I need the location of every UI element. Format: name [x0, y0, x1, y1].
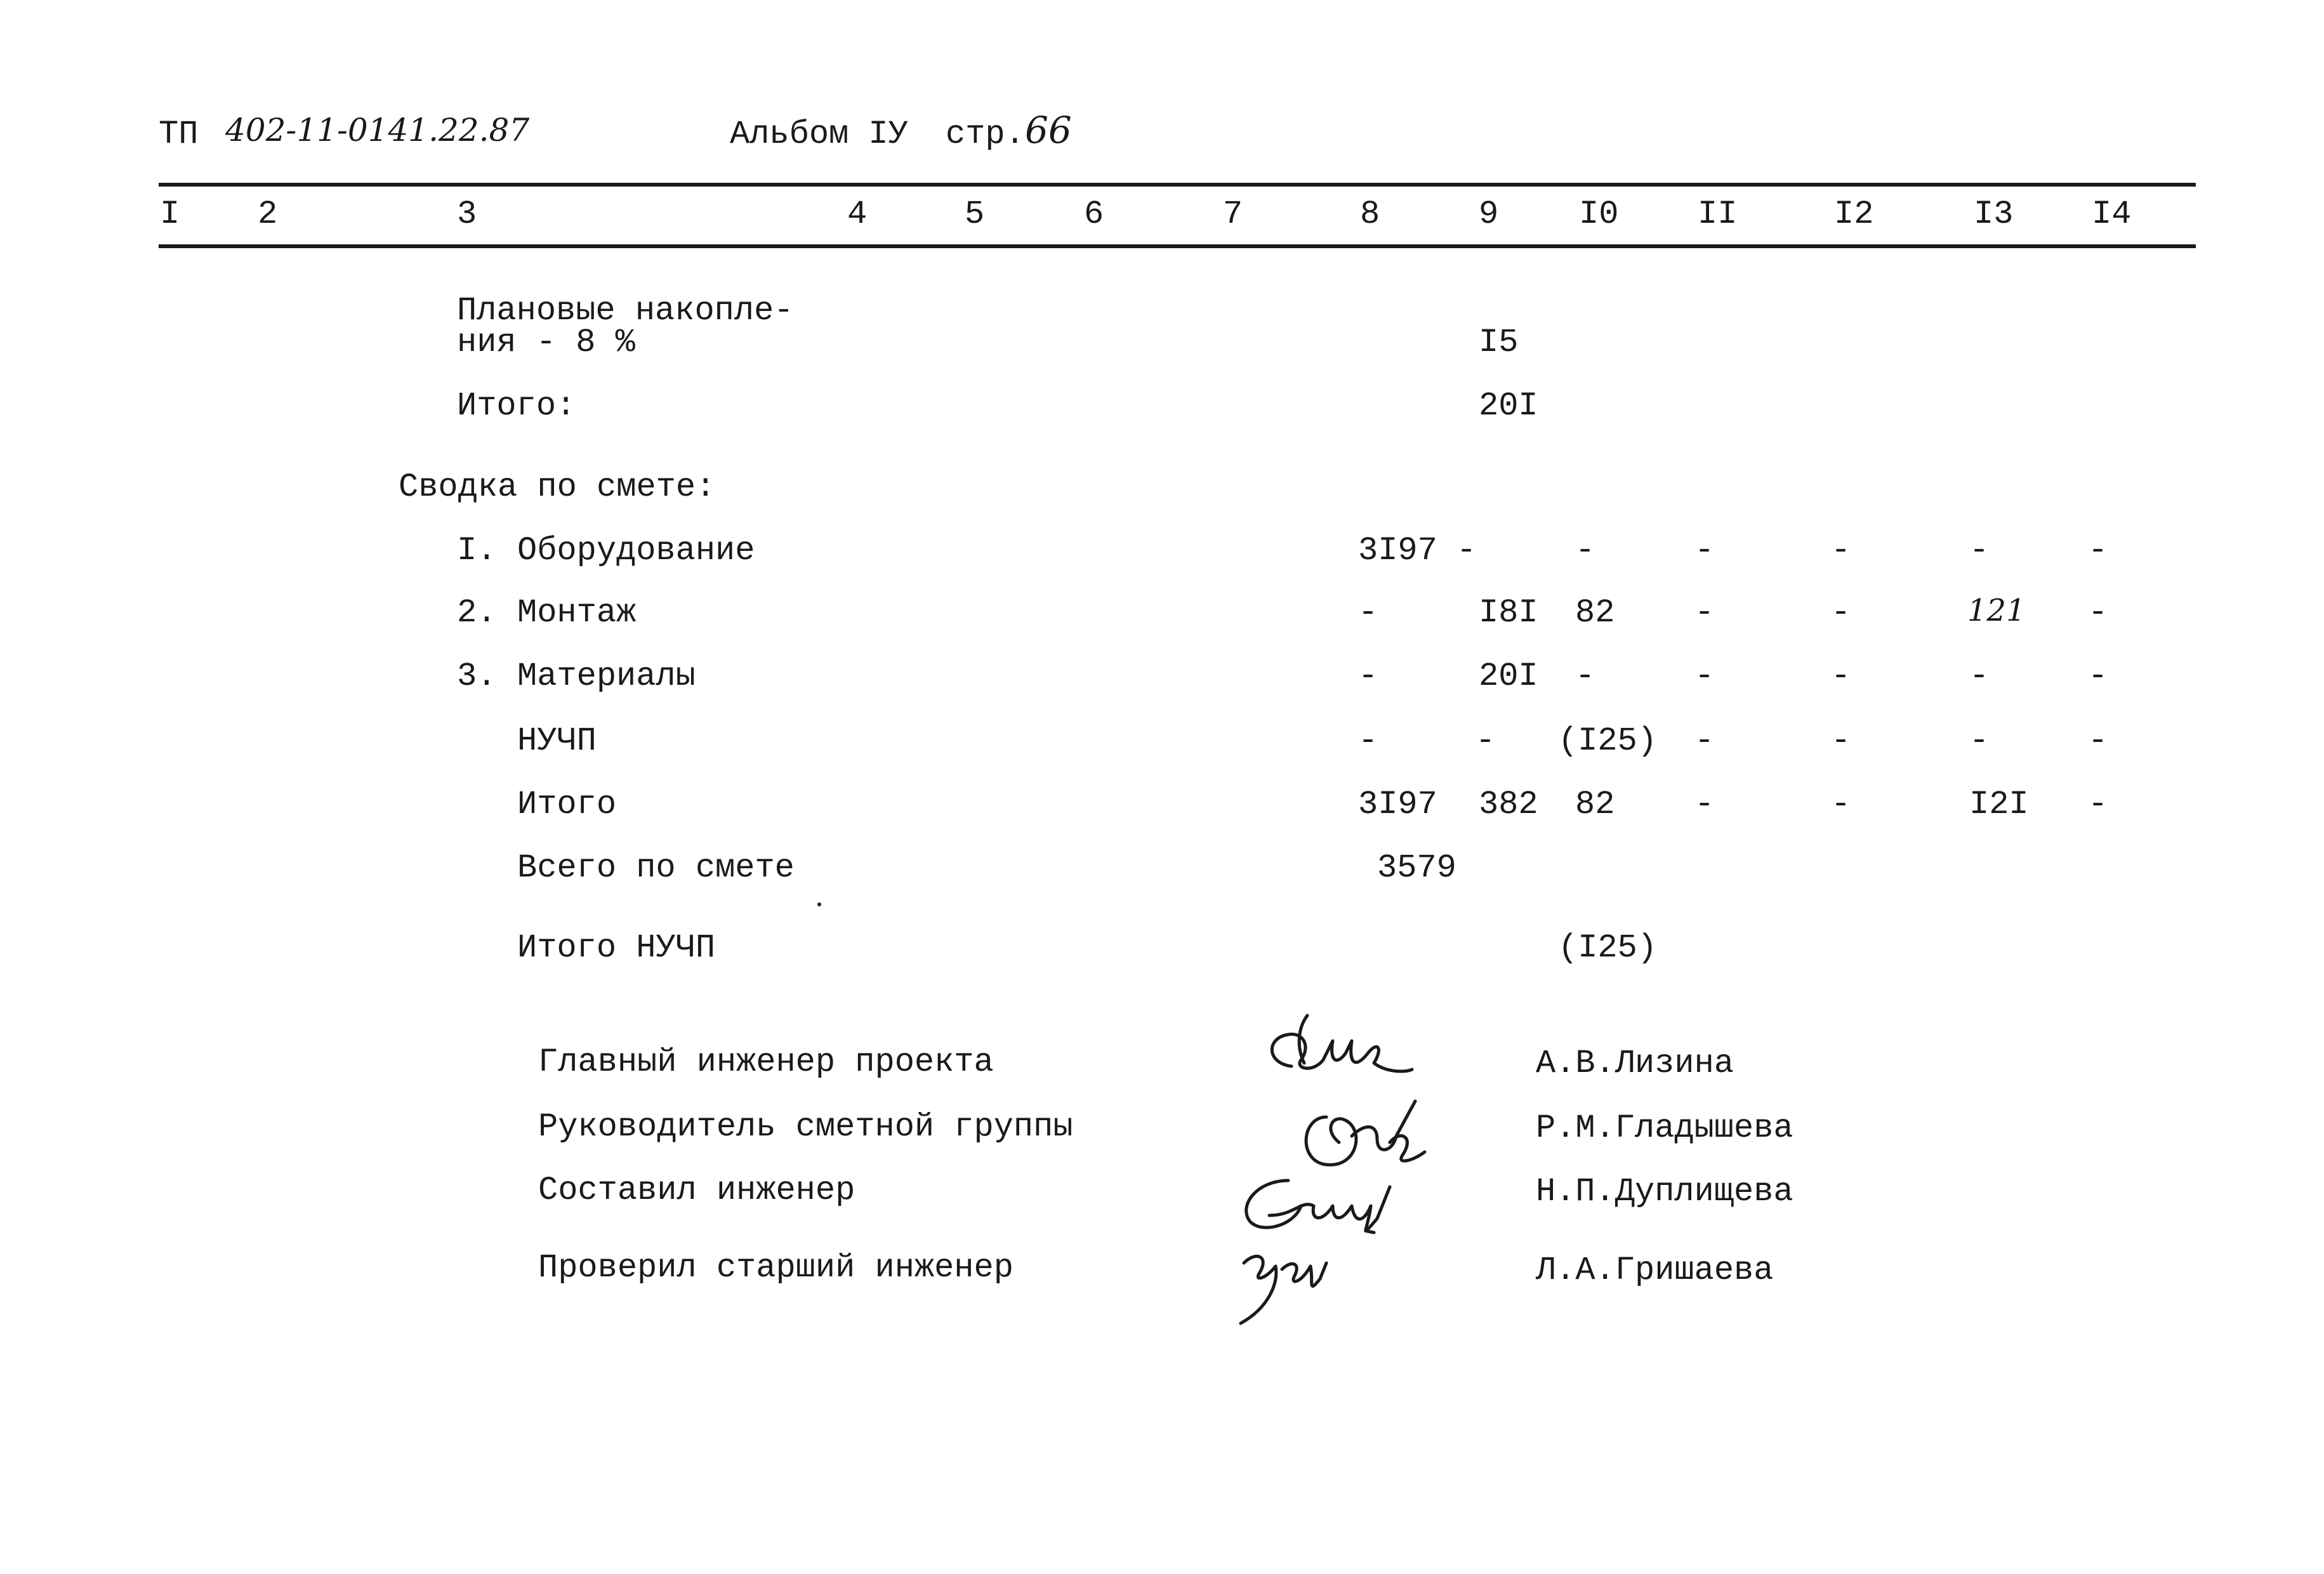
- cell-col13-handwritten: 121: [1967, 593, 2026, 628]
- column-number: 6: [1084, 195, 1104, 233]
- grand-total-value: 3579: [1377, 849, 1456, 887]
- column-number: 8: [1360, 195, 1380, 233]
- cell-col10: -: [1575, 532, 1595, 569]
- signatory-role: Руководитель сметной группы: [538, 1108, 1073, 1146]
- signatory-role: Проверил старший инженер: [538, 1249, 1013, 1286]
- column-number: I0: [1579, 195, 1619, 233]
- cell-col13: I2I: [1969, 786, 2029, 823]
- cell-col8: -: [1358, 594, 1378, 632]
- accruals-value: I5: [1479, 324, 1519, 361]
- column-number: I: [160, 195, 180, 233]
- cell-col11: -: [1694, 532, 1715, 569]
- cell-col12: -: [1831, 786, 1851, 823]
- cell-col9: 382: [1479, 786, 1538, 823]
- album-label: Альбом IУ: [730, 116, 908, 153]
- signature-compiler: [1231, 1161, 1409, 1244]
- row-number: 2.: [457, 594, 497, 632]
- scan-dot: [817, 903, 821, 906]
- signature-chief-engineer: [1253, 1003, 1418, 1085]
- row-label: Монтаж: [517, 594, 637, 632]
- cell-col10: 82: [1575, 594, 1615, 632]
- nuchp-total-value: (I25): [1558, 929, 1658, 967]
- cell-col11: -: [1694, 786, 1715, 823]
- cell-col11: -: [1694, 722, 1715, 760]
- signatory-role: Главный инженер проекта: [538, 1043, 994, 1081]
- column-number: 3: [457, 195, 477, 233]
- cell-col13: -: [1969, 722, 1990, 760]
- cell-col8: 3I97: [1358, 532, 1437, 569]
- top-rule: [159, 183, 2196, 187]
- page-number: 66: [1025, 109, 1072, 152]
- cell-col12: -: [1831, 594, 1851, 632]
- cell-col9: -: [1456, 532, 1477, 569]
- row-label: Оборудование: [517, 532, 755, 569]
- cell-col10: (I25): [1558, 722, 1658, 760]
- signatory-name: Р.М.Гладышева: [1536, 1109, 1793, 1147]
- cell-col14: -: [2088, 532, 2108, 569]
- cell-col9: -: [1476, 722, 1496, 760]
- cell-col12: -: [1831, 532, 1851, 569]
- cell-col8: -: [1358, 658, 1378, 695]
- row-number: 3.: [457, 658, 497, 695]
- column-number: 4: [847, 195, 868, 233]
- cell-col12: -: [1831, 658, 1851, 695]
- column-number: II: [1698, 195, 1738, 233]
- cell-col14: -: [2088, 658, 2108, 695]
- cell-col14: -: [2088, 594, 2108, 632]
- signatory-name: Н.П.Дуплищева: [1536, 1173, 1793, 1210]
- cell-col9: 20I: [1479, 658, 1538, 695]
- nuchp-total-label: Итого НУЧП: [517, 929, 716, 967]
- cell-col12: -: [1831, 722, 1851, 760]
- cell-col14: -: [2088, 786, 2108, 823]
- cell-col9: I8I: [1479, 594, 1538, 632]
- cell-col10: -: [1575, 658, 1595, 695]
- signatory-role: Составил инженер: [538, 1172, 855, 1209]
- signatory-name: А.В.Лизина: [1536, 1045, 1734, 1082]
- cell-col10: 82: [1575, 786, 1615, 823]
- accruals-total-value: 20I: [1479, 387, 1538, 425]
- accruals-total-label: Итого:: [457, 387, 576, 425]
- cell-col11: -: [1694, 594, 1715, 632]
- accruals-label-line2: ния - 8 %: [457, 324, 635, 361]
- cell-col13: -: [1969, 658, 1990, 695]
- cell-col13: -: [1969, 532, 1990, 569]
- row-label: Материалы: [517, 658, 696, 695]
- column-number: I3: [1974, 195, 2014, 233]
- column-number: 5: [965, 195, 985, 233]
- header-bottom-rule: [159, 244, 2196, 248]
- page-label: стр.: [946, 116, 1025, 153]
- row-number: I.: [457, 532, 497, 569]
- column-number: 2: [258, 195, 278, 233]
- grand-total-label: Всего по смете: [517, 849, 795, 887]
- cell-col14: -: [2088, 722, 2108, 760]
- tp-number: 402-11-0141.22.87: [225, 112, 530, 149]
- accruals-label-line1: Плановые накопле-: [457, 292, 794, 329]
- cell-col8: -: [1358, 722, 1378, 760]
- column-number: 7: [1223, 195, 1243, 233]
- column-number: 9: [1479, 195, 1499, 233]
- signature-senior-engineer: [1231, 1238, 1345, 1326]
- row-label: Итого: [517, 786, 617, 823]
- signatory-name: Л.А.Гришаева: [1536, 1252, 1774, 1289]
- cell-col11: -: [1694, 658, 1715, 695]
- column-number: I2: [1834, 195, 1874, 233]
- tp-label: ТП: [159, 116, 199, 153]
- column-number: I4: [2092, 195, 2132, 233]
- row-label: НУЧП: [517, 722, 597, 760]
- summary-title: Сводка по смете:: [399, 468, 716, 506]
- cell-col8: 3I97: [1358, 786, 1437, 823]
